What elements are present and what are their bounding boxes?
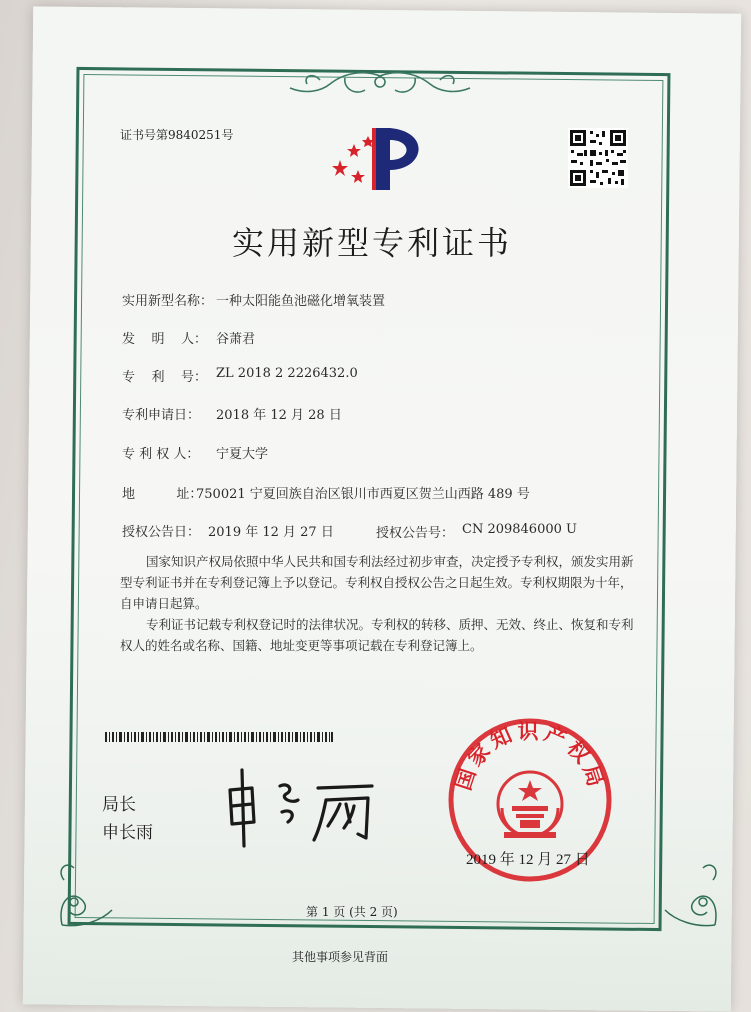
seal-date: 2019 年 12 月 27 日 [466, 852, 590, 868]
director-title: 局长 [102, 795, 136, 815]
patentee-label: 专 利 权 人： [122, 447, 200, 462]
bottom-left-ornament [52, 840, 122, 930]
legal-status-paragraph: 专利证书记载专利权登记时的法律状况。专利权的转移、质押、无效、终止、恢复和专利权人的姓名或名称、国籍、地址变更等事项记载在专利登记簿上。 [120, 617, 634, 653]
bottom-right-ornament [655, 840, 725, 930]
certificate-title: 实用新型专利证书 [232, 224, 513, 262]
utility-model-name-value: 一种太阳能鱼池磁化增氧装置 [216, 294, 386, 309]
handwritten-signature [222, 760, 382, 850]
qr-code [568, 128, 628, 188]
application-date-label: 专利申请日： [122, 408, 201, 423]
svg-text:国家知识产权局: 国家知识产权局 [450, 718, 610, 794]
grant-announcement-date-label: 授权公告日： [122, 525, 201, 540]
patent-number-label: 专 利 号： [122, 370, 208, 385]
grant-announcement-date-value: 2019 年 12 月 27 日 [208, 525, 334, 540]
address-value: 750021 宁夏回族自治区银川市西夏区贺兰山西路 489 号 [196, 487, 530, 502]
patent-office-logo [332, 124, 432, 194]
patentee-value: 宁夏大学 [216, 447, 269, 462]
inventor-value: 谷萧君 [216, 332, 256, 347]
patent-number-value: ZL 2018 2 2226432.0 [216, 366, 358, 381]
grant-statement-paragraph: 国家知识产权局依照中华人民共和国专利法经过初步审查，决定授予专利权，颁发实用新型专利证书并在专利登记簿上予以登记。专利权自授权公告之日起生效。专利权期限为十年，自申请日起算。 [120, 554, 634, 611]
page-number: 第 1 页 (共 2 页) [306, 905, 398, 919]
inventor-label: 发 明 人： [122, 332, 208, 347]
footer-note: 其他事项参见背面 [292, 950, 389, 964]
director-name: 申长雨 [102, 823, 153, 843]
grant-announcement-number-label: 授权公告号： [376, 526, 455, 541]
address-label: 地 址： [122, 487, 203, 502]
application-date-value: 2018 年 12 月 28 日 [216, 408, 342, 423]
certificate-number: 证书号第9840251号 [120, 128, 234, 142]
barcode [105, 732, 333, 742]
utility-model-name-label: 实用新型名称： [122, 294, 214, 309]
grant-announcement-number-value: CN 209846000 U [462, 522, 577, 537]
top-ornament [285, 68, 475, 102]
